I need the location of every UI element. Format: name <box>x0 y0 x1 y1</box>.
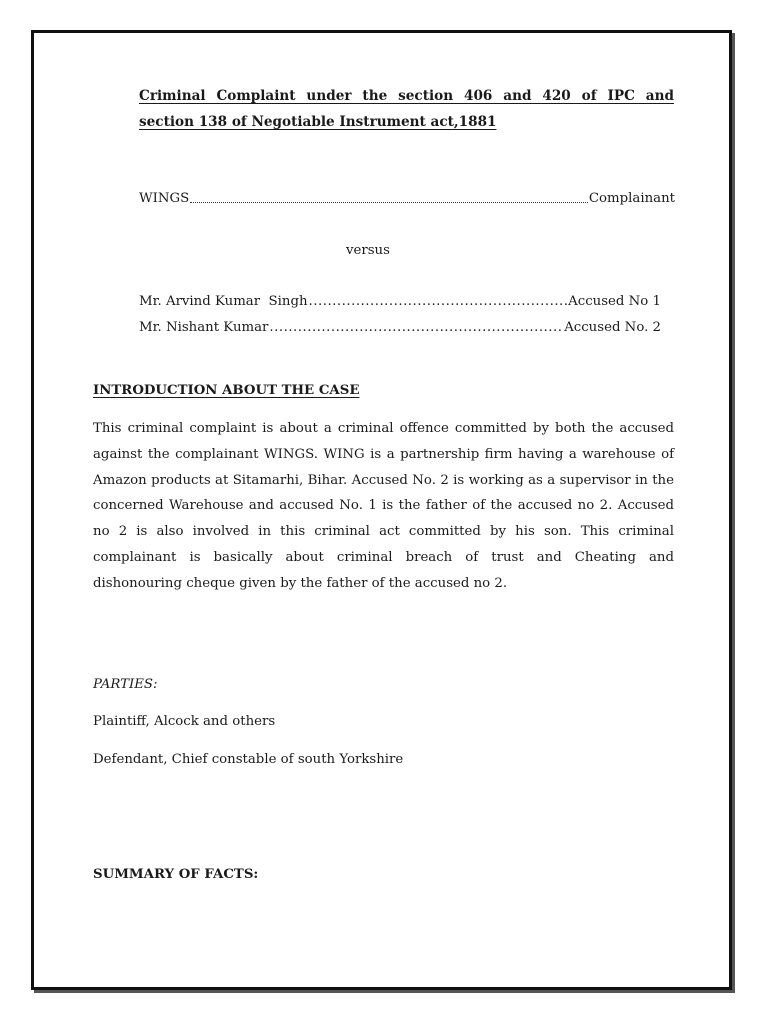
introduction-paragraph: This criminal complaint is about a criminal offence committed by both the accused against the complainant WINGS. WING is a partnership firm having a warehouse of Amazon products at Sitamarhi, Bihar. Accused No. 2 is working as a supervisor in the concerned Warehouse and accused No. 1 is the father of the accused no 2. Accused no 2 is also involved in this criminal act committed by his son. This criminal complainant is basically about criminal breach of trust and Cheating and dishonouring cheque given by the father of the accused no 2. <box>93 421 674 591</box>
accused-2-leader <box>269 320 563 336</box>
accused-1-role: Accused No 1 <box>568 294 661 309</box>
document-title-line-2-text: section 138 of Negotiable Instrument act,1881 <box>139 114 497 130</box>
accused-2-role: Accused No. 2 <box>564 320 661 335</box>
accused-1-row <box>139 294 661 310</box>
complainant-leader <box>190 191 588 203</box>
accused-1-name: Mr. Arvind Kumar Singh <box>139 294 308 309</box>
summary-heading: SUMMARY OF FACTS: <box>93 867 259 882</box>
document-title-line-2 <box>139 114 674 130</box>
plaintiff-line: Plaintiff, Alcock and others <box>93 714 276 729</box>
versus-label: versus <box>346 243 390 258</box>
introduction-heading: INTRODUCTION ABOUT THE CASE <box>93 383 360 398</box>
defendant-line: Defendant, Chief constable of south Yorkshire <box>93 752 404 767</box>
accused-1-leader <box>309 294 568 310</box>
parties-heading: PARTIES: <box>93 677 158 692</box>
accused-2-row <box>139 320 661 336</box>
accused-2-name: Mr. Nishant Kumar <box>139 320 269 335</box>
document-title-line-1: Criminal Complaint under the section 406 and 420 of IPC and <box>139 88 674 104</box>
complainant-role: Complainant <box>588 191 675 206</box>
complainant-name: WINGS <box>139 191 190 206</box>
complainant-row <box>139 191 675 207</box>
